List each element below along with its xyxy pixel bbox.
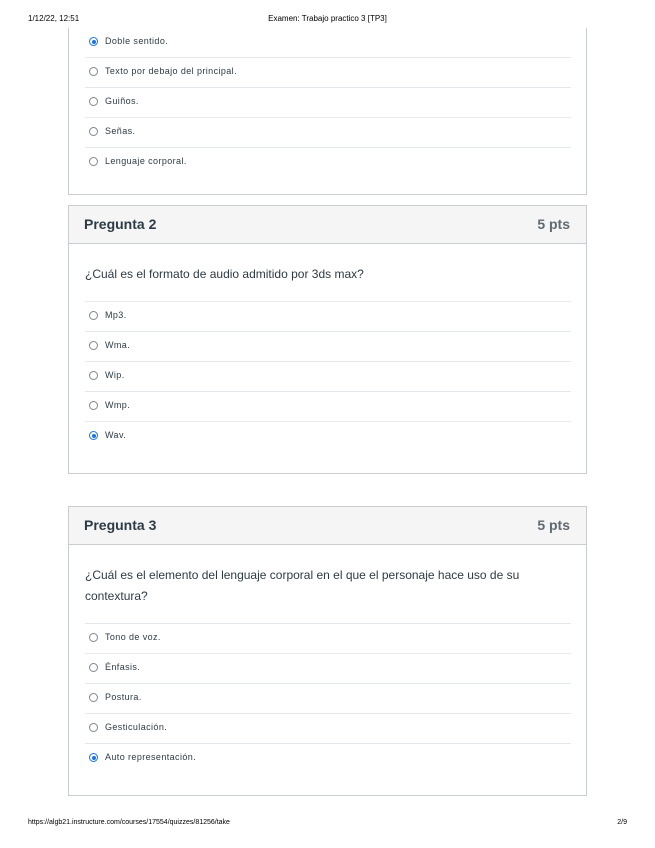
answer-list (85, 301, 571, 452)
question-title: Pregunta 3 (84, 517, 157, 533)
answer-label: Señas. (105, 126, 136, 136)
answer-label: Guiños. (105, 96, 139, 106)
answer-label: Doble sentido. (105, 36, 169, 46)
answer-option[interactable] (85, 302, 571, 332)
answer-list (85, 623, 571, 774)
answer-label: Lenguaje corporal. (105, 156, 187, 166)
answer-option[interactable] (85, 332, 571, 362)
question-points: 5 pts (537, 517, 570, 533)
answer-label: Énfasis. (105, 662, 141, 672)
radio-button[interactable] (89, 431, 98, 440)
print-footer (28, 819, 627, 831)
radio-button[interactable] (89, 97, 98, 106)
radio-button[interactable] (89, 633, 98, 642)
radio-button[interactable] (89, 371, 98, 380)
radio-button[interactable] (89, 157, 98, 166)
print-page-title: Examen: Trabajo practico 3 [TP3] (268, 14, 387, 23)
answer-label: Wmp. (105, 400, 131, 410)
answer-label: Auto representación. (105, 752, 197, 762)
answer-option[interactable] (85, 714, 571, 744)
answer-label: Tono de voz. (105, 632, 161, 642)
answer-list (85, 28, 571, 178)
question-text: ¿Cuál es el formato de audio admitido por 3ds max? (85, 267, 364, 281)
answer-label: Mp3. (105, 310, 127, 320)
question-3 (68, 506, 587, 796)
radio-button[interactable] (89, 723, 98, 732)
radio-button[interactable] (89, 127, 98, 136)
radio-button[interactable] (89, 311, 98, 320)
answer-option[interactable] (85, 88, 571, 118)
answer-option[interactable] (85, 654, 571, 684)
answer-option[interactable] (85, 58, 571, 88)
question-2 (68, 205, 587, 474)
answer-label: Wip. (105, 370, 125, 380)
radio-button[interactable] (89, 341, 98, 350)
print-url: https://algb21.instructure.com/courses/17554/quizzes/81256/take (28, 819, 230, 826)
print-header (28, 14, 627, 28)
radio-button[interactable] (89, 753, 98, 762)
answer-label: Wav. (105, 430, 127, 440)
question-header (69, 507, 586, 545)
question-title: Pregunta 2 (84, 216, 157, 232)
answer-label: Wma. (105, 340, 131, 350)
radio-button[interactable] (89, 401, 98, 410)
radio-button[interactable] (89, 37, 98, 46)
question-points: 5 pts (537, 216, 570, 232)
answer-option[interactable] (85, 118, 571, 148)
print-page-number: 2/9 (617, 819, 627, 826)
question-text: ¿Cuál es el elemento del lenguaje corporal en el que el personaje hace uso de su contextura? (85, 568, 520, 603)
radio-button[interactable] (89, 663, 98, 672)
answer-option[interactable] (85, 362, 571, 392)
answer-label: Gesticulación. (105, 722, 168, 732)
question-1 (68, 28, 587, 195)
answer-option[interactable] (85, 392, 571, 422)
answer-option[interactable] (85, 28, 571, 58)
answer-option[interactable] (85, 148, 571, 178)
answer-label: Texto por debajo del principal. (105, 66, 237, 76)
answer-label: Postura. (105, 692, 142, 702)
answer-option[interactable] (85, 684, 571, 714)
print-datetime: 1/12/22, 12:51 (28, 14, 80, 23)
answer-option[interactable] (85, 744, 571, 774)
radio-button[interactable] (89, 67, 98, 76)
answer-option[interactable] (85, 422, 571, 452)
question-header (69, 206, 586, 244)
answer-option[interactable] (85, 624, 571, 654)
radio-button[interactable] (89, 693, 98, 702)
